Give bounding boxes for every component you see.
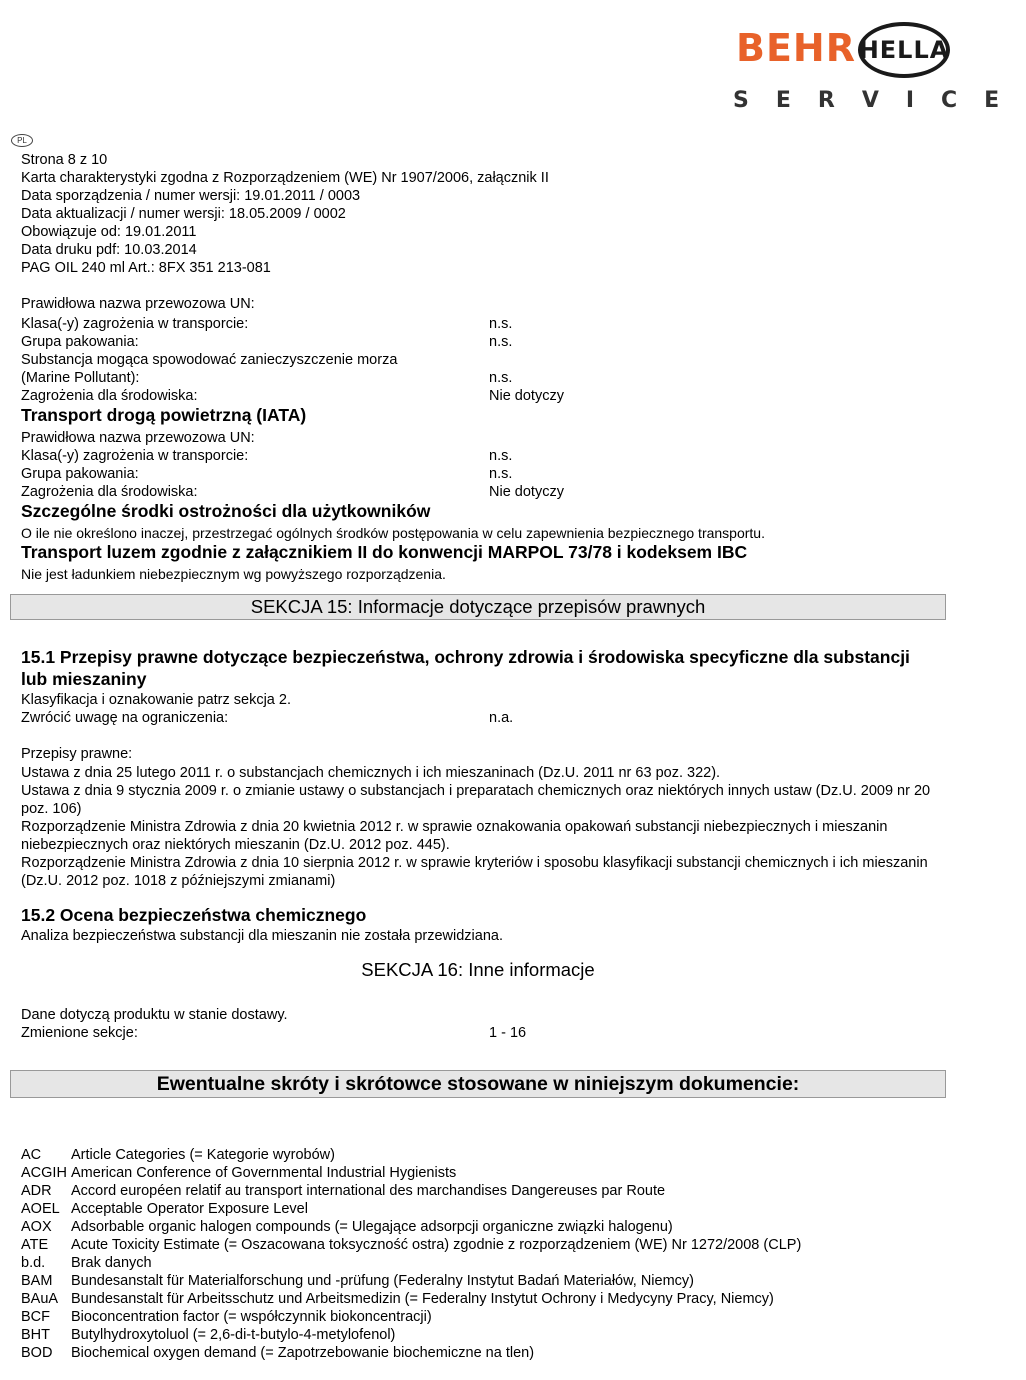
update-date: Data aktualizacji / numer wersji: 18.05.2009 / 0002 (21, 206, 346, 222)
imdg-packing-label: Grupa pakowania: (21, 334, 139, 350)
iata-env-label: Zagrożenia dla środowiska: (21, 484, 198, 500)
regulation-item: Ustawa z dnia 25 lutego 2011 r. o substancjach chemicznych i ich mieszaninach (Dz.U. 2011 nr 63 poz. 322). (21, 765, 721, 781)
imdg-env-label: Zagrożenia dla środowiska: (21, 388, 198, 404)
iata-packing-value: n.s. (489, 466, 513, 482)
imdg-packing-value: n.s. (489, 334, 513, 350)
abbreviation-code: BAuA (21, 1291, 59, 1307)
restrictions-label: Zwrócić uwagę na ograniczenia: (21, 710, 229, 726)
abbreviation-description: Bundesanstalt für Materialforschung und -prüfung (Federalny Instytut Badań Materiałów, Niemcy) (71, 1273, 695, 1289)
imdg-class-label: Klasa(-y) zagrożenia w transporcie: (21, 316, 249, 332)
special-precautions-text: O ile nie określono inaczej, przestrzegać ogólnych środków postępowania w celu zapewnienia bezpiecznego transportu. (21, 525, 765, 541)
abbreviation-description: Article Categories (= Kategorie wyrobów) (71, 1147, 335, 1163)
regulation-item: Rozporządzenie Ministra Zdrowia z dnia 10 sierpnia 2012 r. w sprawie kryteriów i sposobu klasyfikacji substancji chemicznych i ich mieszanin (Dz.U. 2012 poz. 1018 z późniejszymi zmianami) (21, 855, 928, 890)
imdg-un-name-label: Prawidłowa nazwa przewozowa UN: (21, 296, 255, 312)
abbreviations-header (10, 1070, 946, 1098)
behr-logo: BEHR (736, 26, 856, 70)
product-state-note: Dane dotyczą produktu w stanie dostawy. (21, 1007, 288, 1023)
section-15-title: SEKCJA 15: Informacje dotyczące przepisów prawnych (250, 596, 706, 617)
service-wordmark: SERVICE (733, 88, 1026, 113)
changed-sections-label: Zmienione sekcje: (21, 1025, 138, 1041)
restrictions-value: n.a. (489, 710, 514, 726)
product-name: PAG OIL 240 ml Art.: 8FX 351 213-081 (21, 260, 271, 276)
sds-title: Karta charakterystyki zgodna z Rozporządzeniem (WE) Nr 1907/2006, załącznik II (21, 170, 549, 186)
iata-class-value: n.s. (489, 448, 513, 464)
abbreviation-code: AOX (21, 1219, 52, 1235)
imdg-class-value: n.s. (489, 316, 513, 332)
section-15-2-text: Analiza bezpieczeństwa substancji dla mieszanin nie została przewidziana. (21, 928, 503, 944)
iata-un-name-label: Prawidłowa nazwa przewozowa UN: (21, 430, 255, 446)
regulation-item: Ustawa z dnia 9 stycznia 2009 r. o zmianie ustawy o substancjach i preparatach chemicznych oraz niektórych innych ustaw (Dz.U. 2009 nr 20 poz. 106) (21, 783, 931, 818)
hella-logo (858, 22, 950, 78)
abbreviation-code: AOEL (21, 1201, 60, 1217)
iata-packing-label: Grupa pakowania: (21, 466, 139, 482)
section-15-1-heading: 15.1 Przepisy prawne dotyczące bezpieczeństwa, ochrony zdrowia i środowiska specyficzne dla substancji lub mieszaniny (21, 647, 910, 689)
iata-env-value: Nie dotyczy (489, 484, 564, 500)
abbreviation-code: ATE (21, 1237, 49, 1253)
abbreviation-description: Accord européen relatif au transport international des marchandises Dangereuses par Route (71, 1183, 666, 1199)
creation-date: Data sporządzenia / numer wersji: 19.01.2011 / 0003 (21, 188, 361, 204)
abbreviation-description: Biochemical oxygen demand (= Zapotrzebowanie biochemiczne na tlen) (71, 1345, 535, 1361)
imdg-marine-value: n.s. (489, 370, 513, 386)
changed-sections-value: 1 - 16 (489, 1025, 527, 1041)
marpol-text: Nie jest ładunkiem niebezpiecznym wg powyższego rozporządzenia. (21, 566, 446, 582)
page-number: Strona 8 z 10 (21, 152, 108, 168)
abbreviation-description: Bioconcentration factor (= współczynnik biokoncentracji) (71, 1309, 432, 1325)
abbreviation-description: Acceptable Operator Exposure Level (71, 1201, 308, 1217)
iata-class-label: Klasa(-y) zagrożenia w transporcie: (21, 448, 249, 464)
imdg-marine-label-2: (Marine Pollutant): (21, 370, 140, 386)
abbreviation-description: Adsorbable organic halogen compounds (= Ulegające adsorpcji organiczne związki halogenu) (71, 1219, 673, 1235)
abbreviation-description: Bundesanstalt für Arbeitsschutz und Arbeitsmedizin (= Federalny Instytut Ochrony i Medycyny Pracy, Niemcy) (71, 1291, 774, 1307)
abbreviation-code: BHT (21, 1327, 50, 1343)
abbreviations-title: Ewentualne skróty i skrótowce stosowane w niniejszym dokumencie: (156, 1072, 800, 1095)
abbreviation-code: BOD (21, 1345, 53, 1361)
regulations-label: Przepisy prawne: (21, 746, 133, 762)
section-15-2-heading: 15.2 Ocena bezpieczeństwa chemicznego (21, 905, 367, 925)
abbreviation-description: American Conference of Governmental Industrial Hygienists (71, 1165, 457, 1181)
print-date: Data druku pdf: 10.03.2014 (21, 242, 197, 258)
classification-note: Klasyfikacja i oznakowanie patrz sekcja 2. (21, 692, 291, 708)
abbreviation-description: Acute Toxicity Estimate (= Oszacowana toksyczność ostra) zgodnie z rozporządzeniem (WE) Nr 1272/2008 (CLP) (71, 1237, 802, 1253)
abbreviation-code: BAM (21, 1273, 53, 1289)
abbreviation-code: b.d. (21, 1255, 46, 1271)
abbreviation-description: Butylhydroxytoluol (= 2,6-di-t-butylo-4-metylofenol) (71, 1327, 396, 1343)
abbreviation-code: ADR (21, 1183, 52, 1199)
valid-from: Obowiązuje od: 19.01.2011 (21, 224, 197, 240)
section-16-title: SEKCJA 16: Inne informacje (361, 959, 595, 980)
imdg-env-value: Nie dotyczy (489, 388, 564, 404)
hella-logo-text: HELLA (858, 36, 950, 64)
abbreviation-code: ACGIH (21, 1165, 67, 1181)
abbreviation-code: BCF (21, 1309, 50, 1325)
imdg-marine-label: Substancja mogąca spowodować zanieczyszczenie morza (21, 352, 398, 368)
iata-heading: Transport drogą powietrzną (IATA) (21, 405, 307, 425)
regulation-item: Rozporządzenie Ministra Zdrowia z dnia 20 kwietnia 2012 r. w sprawie oznakowania opakowań substancji niebezpiecznych i mieszanin niebezpiecznych oraz niektórych mieszanin (Dz.U. 2012 poz. 445). (21, 819, 888, 854)
special-precautions-heading: Szczególne środki ostrożności dla użytkowników (21, 501, 431, 521)
section-16-header (10, 957, 946, 983)
section-15-header (10, 594, 946, 620)
language-badge: PL (11, 134, 33, 147)
marpol-heading: Transport luzem zgodnie z załącznikiem II do konwencji MARPOL 73/78 i kodeksem IBC (21, 542, 748, 562)
abbreviation-description: Brak danych (71, 1255, 152, 1271)
abbreviation-code: AC (21, 1147, 42, 1163)
